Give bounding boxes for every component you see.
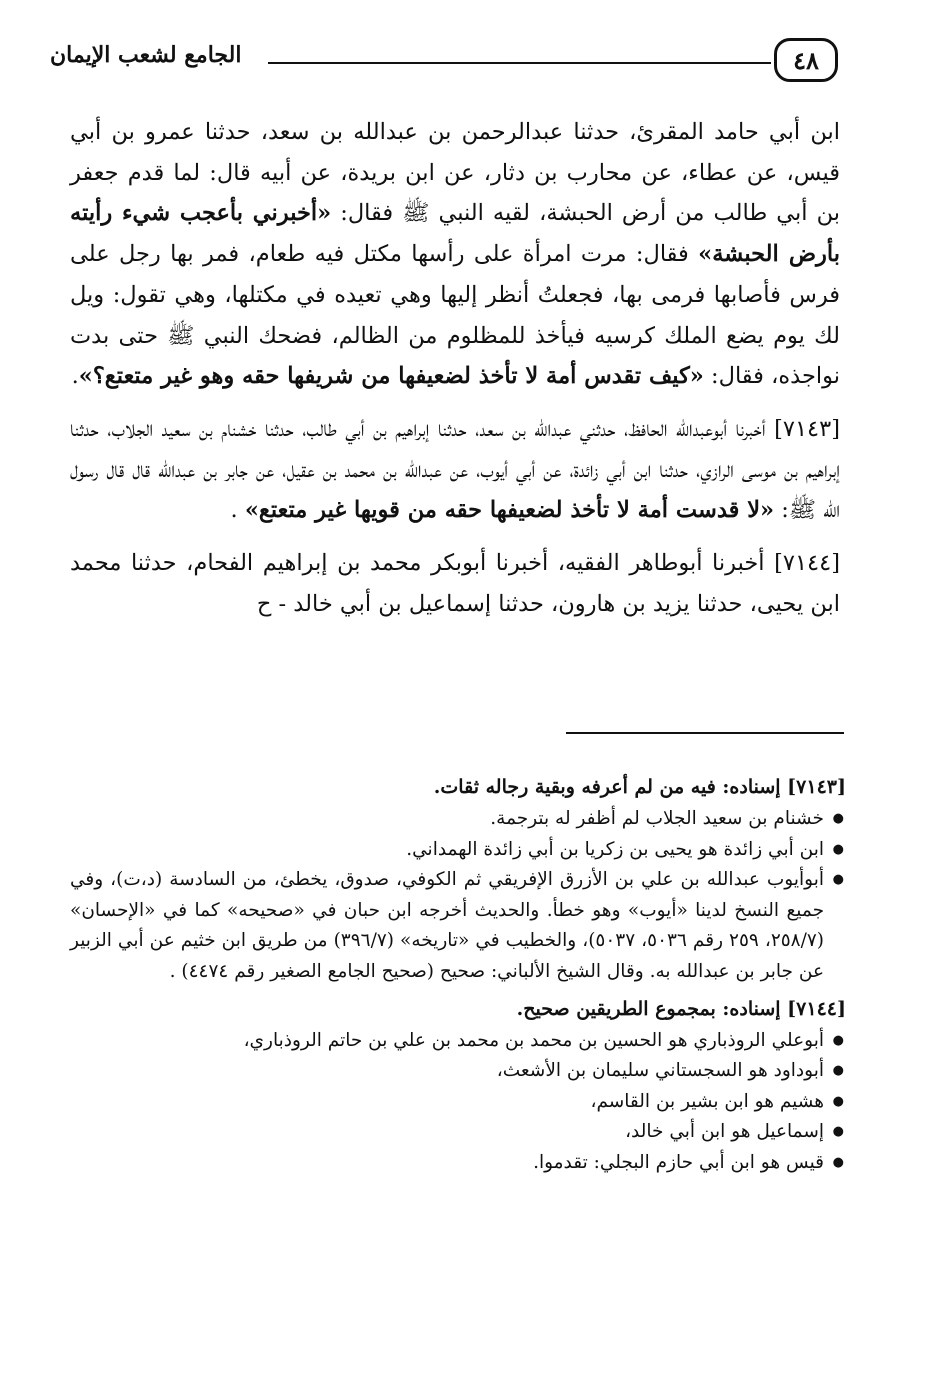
footnote-item: ● قيس هو ابن أبي حازم البجلي: تقدموا. bbox=[70, 1148, 846, 1179]
paragraph-7144-text: [٧١٤٤] أخبرنا أبوطاهر الفقيه، أخبرنا أبوبكر محمد بن إبراهيم الفحام، حدثنا محمد ابن يحيى، حدثنا يزيد بن هارون، حدثنا إسماعيل بن أبي خالد - ح bbox=[70, 550, 840, 617]
footnote-item: ● هشيم هو ابن بشير بن القاسم، bbox=[70, 1087, 846, 1118]
book-title: الجامع لشعب الإيمان bbox=[50, 42, 242, 68]
footnotes bbox=[70, 772, 846, 1185]
footnote-item: ● أبوعلي الروذباري هو الحسين بن محمد بن محمد بن علي بن حاتم الروذباري، bbox=[70, 1026, 846, 1057]
paragraph-1-text-2: فقال: مرت امرأة على رأسها مكتل فيه طعام، فمر بها رجل على فرس فأصابها فرمى بها، فجعلتُ أنظر إليها وهي تعيده في مكتلها، وهي تقول: ويل لك يوم يضع الملك كرسيه فيأخذ للمظلوم من الظالم، فضحك النبي ﷺ حتى بدت نواجذه، فقال: bbox=[70, 241, 840, 390]
footnote-separator bbox=[566, 732, 844, 734]
footnote-item: ● ابن أبي زائدة هو يحيى بن زكريا بن أبي زائدة الهمداني. bbox=[70, 835, 846, 866]
footnote-7143-list bbox=[70, 804, 846, 988]
paragraph-7143-text-1: [٧١٤٣] أخبرنا أبوعبدالله الحافظ، حدثني عبدالله بن سعد، حدثنا إبراهيم بن أبي طالب، حدثنا خشنام بن سعيد الجلاب، حدثنا إبراهيم بن موسى الرازي، حدثنا ابن أبي زائدة، عن أبي أيوب، عن عبدالله بن محمد بن عقيل، عن جابر بن عبدالله قال قال رسول الله ﷺ: bbox=[70, 415, 840, 524]
paragraph-1-quote-1: «أخبرني بأعجب شيء رأيته بأرض الحبشة» bbox=[70, 200, 841, 268]
footnote-item: ● أبوداود هو السجستاني سليمان بن الأشعث، bbox=[70, 1056, 846, 1087]
paragraph-1-quote-2: «كيف تقدس أمة لا تأخذ لضعيفها من شريفها حقه وهو غير متعتع؟» bbox=[78, 363, 704, 390]
main-text bbox=[70, 112, 840, 636]
paragraph-7143-text-2: . bbox=[230, 497, 245, 524]
paragraph-7144 bbox=[70, 543, 840, 624]
paragraph-1 bbox=[70, 112, 840, 397]
page-number: ٤٨ bbox=[774, 38, 838, 82]
footnote-7144-heading: [٧١٤٤] إسناده: بمجموع الطريقين صحيح. bbox=[516, 997, 846, 1020]
paragraph-7143 bbox=[70, 409, 840, 531]
footnote-item: ● أبوأيوب عبدالله بن علي بن الأزرق الإفريقي ثم الكوفي، صدوق، يخطئ، من السادسة (د،ت)، وفي جميع النسخ لدينا «أيوب» وهو خطأ. والحديث أخرجه ابن حبان في «صحيحه» كما في «الإحسان» (٢٥٨/٧، ٢٥٩ رقم ٥٠٣٦، ٥٠٣٧)، والخطيب في «تاريخه» (٣٩٦/٧) من طريق ابن خثيم عن أبي الزبير عن جابر بن عبدالله به. وقال الشيخ الألباني: صحيح (صحيح الجامع الصغير رقم ٤٤٧٤) . bbox=[70, 865, 846, 987]
footnote-item: ● خشنام بن سعيد الجلاب لم أظفر له بترجمة. bbox=[70, 804, 846, 835]
paragraph-1-text-3: . bbox=[71, 363, 79, 390]
header-rule bbox=[268, 62, 771, 64]
footnote-7143-heading: [٧١٤٣] إسناده: فيه من لم أعرفه وبقية رجاله ثقات. bbox=[433, 776, 846, 798]
footnote-7144-list bbox=[70, 1026, 846, 1179]
paragraph-1-text-1: ابن أبي حامد المقرئ، حدثنا عبدالرحمن بن عبدالله بن سعد، حدثنا عمرو بن أبي قيس، عن عطاء، عن محارب بن دثار، عن ابن بريدة، عن أبيه قال: لما قدم جعفر بن أبي طالب من أرض الحبشة، لقيه النبي ﷺ فقال: bbox=[70, 119, 840, 227]
paragraph-7143-quote: «لا قدست أمة لا تأخذ لضعيفها حقه من قويها غير متعتع» bbox=[244, 497, 775, 524]
footnote-item: ● إسماعيل هو ابن أبي خالد، bbox=[70, 1117, 846, 1148]
page-header bbox=[50, 38, 850, 88]
